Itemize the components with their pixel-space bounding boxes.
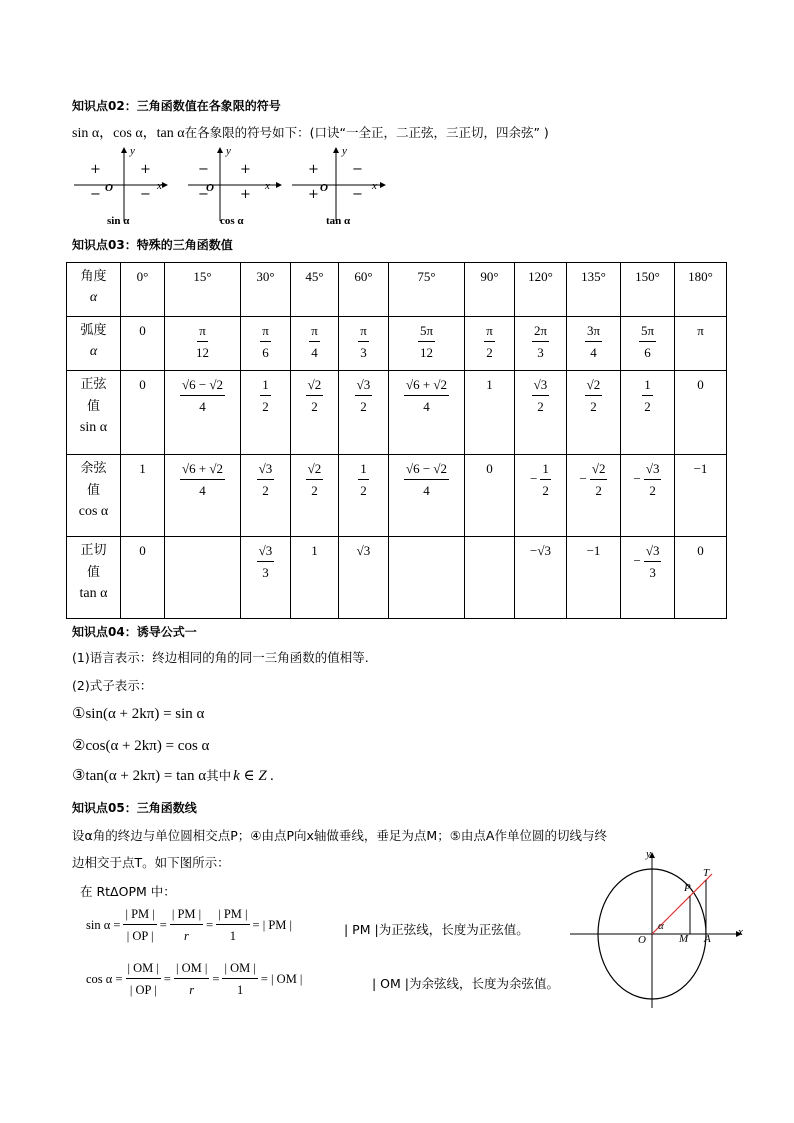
tan-value-cell xyxy=(675,537,727,619)
fig-x-label: x xyxy=(738,926,743,938)
numerator: √3 xyxy=(644,461,662,480)
cos-value-cell xyxy=(165,455,241,537)
fraction xyxy=(404,377,449,416)
numerator: 1 xyxy=(260,377,271,396)
row-label-angle xyxy=(67,263,121,317)
fraction xyxy=(196,323,209,362)
label-line: 弧度 xyxy=(80,322,107,337)
denominator: 2 xyxy=(590,399,597,414)
fraction xyxy=(306,461,324,500)
numerator: | PM | xyxy=(216,906,249,925)
sin-fraction-2 xyxy=(170,906,203,945)
fraction xyxy=(540,461,551,500)
numerator: √3 xyxy=(355,377,373,396)
sin-value-cell xyxy=(515,371,567,455)
fig-o-label: O xyxy=(638,934,646,946)
cos-value-cell xyxy=(389,455,465,537)
tan-value-cell xyxy=(339,537,389,619)
label-line: 值 xyxy=(86,398,100,413)
denominator: 12 xyxy=(419,345,433,360)
cos-origin-label: O xyxy=(206,182,214,194)
tan-caption: tan α xyxy=(326,215,351,227)
fraction xyxy=(590,461,608,500)
sin-line-note: | PM |为正弦线，长度为正弦值。 xyxy=(344,922,529,937)
tan-value-cell xyxy=(567,537,621,619)
sin-origin-label: O xyxy=(105,182,113,194)
denominator: 2 xyxy=(537,399,544,414)
numerator: √6 − √2 xyxy=(404,461,449,480)
numerator: | PM | xyxy=(170,906,203,925)
cos-value-cell xyxy=(621,455,675,537)
numerator: π xyxy=(309,323,320,342)
radian-value-cell xyxy=(465,317,515,371)
fraction xyxy=(644,461,662,500)
angle-cell: 120° xyxy=(515,263,567,317)
sin-x-label: x xyxy=(157,180,162,192)
diagram-sin xyxy=(74,147,168,221)
numerator: √2 xyxy=(585,377,603,396)
denominator: 2 xyxy=(644,399,651,414)
tan-value-cell xyxy=(515,537,567,619)
radian-value-cell xyxy=(241,317,291,371)
cos-y-label: y xyxy=(226,145,231,157)
section-heading-02: 知识点02：三角函数值在各象限的符号 xyxy=(72,99,281,113)
label-line: tan α xyxy=(79,586,108,601)
denominator: | OP | xyxy=(126,929,154,943)
numerator: √6 − √2 xyxy=(180,377,225,396)
numerator: 1 xyxy=(642,377,653,396)
cos-caption: cos α xyxy=(220,215,244,227)
tan-value-cell xyxy=(465,537,515,619)
sin-value-cell xyxy=(121,371,165,455)
tan-formula: ③tan(α + 2kπ) = tan α xyxy=(72,768,207,784)
label-line: 余弦 xyxy=(80,460,107,475)
fraction xyxy=(257,543,275,582)
denominator: 2 xyxy=(262,483,269,498)
numerator: 2π xyxy=(532,323,549,342)
tan-value-cell xyxy=(389,537,465,619)
denominator: 2 xyxy=(311,483,318,498)
cos-fraction-1 xyxy=(126,960,161,999)
label-line: 值 xyxy=(86,564,100,579)
equals: = xyxy=(206,918,214,932)
numerator: √3 xyxy=(257,461,275,480)
cos-fraction-2 xyxy=(174,960,209,999)
sin-q2-sign: + xyxy=(90,162,101,177)
numerator: π xyxy=(197,323,208,342)
radian-value-cell xyxy=(515,317,567,371)
minus-sign: − xyxy=(633,553,641,569)
tan-x-label: x xyxy=(372,180,377,192)
cos-q4-sign: + xyxy=(240,187,251,202)
cos-lhs: cos α = xyxy=(86,972,123,986)
where-text: 其中 xyxy=(206,768,232,783)
denominator: 12 xyxy=(196,345,209,360)
numerator: √2 xyxy=(306,461,324,480)
sin-value-cell xyxy=(621,371,675,455)
row-label-radian xyxy=(67,317,121,371)
sin-q3-sign: − xyxy=(90,187,101,202)
cos-definition xyxy=(86,960,302,999)
angle-cell: 180° xyxy=(675,263,727,317)
equals: = xyxy=(212,972,220,986)
identity-formula-cos: ②cos(α + 2kπ) = cos α xyxy=(72,738,210,754)
angle-cell: 30° xyxy=(241,263,291,317)
fraction xyxy=(306,377,324,416)
identity-formula-tan xyxy=(72,766,274,785)
tan-value-cell xyxy=(291,537,339,619)
cos-value-cell xyxy=(339,455,389,537)
sin-value-cell xyxy=(465,371,515,455)
tan-q2-sign: + xyxy=(308,162,319,177)
unit-circle-figure xyxy=(566,848,746,1010)
tan-y-label: y xyxy=(342,145,347,157)
label-line: 值 xyxy=(86,482,100,497)
tan-value-cell xyxy=(121,537,165,619)
numerator: π xyxy=(484,323,495,342)
denominator: 4 xyxy=(199,483,206,498)
fraction xyxy=(404,461,449,500)
k-in-z: k ∈ Z . xyxy=(233,768,275,784)
quadrant-sign-diagrams xyxy=(70,143,400,233)
cell-value: 0 xyxy=(139,543,146,558)
angle-cell: 90° xyxy=(465,263,515,317)
denominator: 3 xyxy=(262,565,269,580)
denominator: 3 xyxy=(537,345,544,360)
angle-cell: 0° xyxy=(121,263,165,317)
tan-value-cell xyxy=(241,537,291,619)
cell-value: 1 xyxy=(139,461,146,476)
minus-sign: − xyxy=(530,471,538,487)
numerator: | PM | xyxy=(123,906,156,925)
sin-fraction-1 xyxy=(123,906,156,945)
fraction xyxy=(358,323,369,362)
sin-caption: sin α xyxy=(107,215,130,227)
denominator: 2 xyxy=(649,483,656,498)
cell-value: √3 xyxy=(356,543,371,558)
tan-q4-sign: − xyxy=(352,187,363,202)
sin-value-cell xyxy=(389,371,465,455)
radian-value-cell xyxy=(567,317,621,371)
radian-value-cell xyxy=(389,317,465,371)
denominator: 4 xyxy=(423,399,430,414)
fig-m-label: M xyxy=(679,933,689,945)
fraction xyxy=(260,377,271,416)
numerator: √6 + √2 xyxy=(404,377,449,396)
denominator: 3 xyxy=(649,565,656,580)
sin-value-cell xyxy=(339,371,389,455)
cos-value-cell xyxy=(465,455,515,537)
label-line: sin α xyxy=(79,420,108,435)
angle-cell: 150° xyxy=(621,263,675,317)
in-right-triangle: 在 RtΔOPM 中： xyxy=(80,884,176,899)
label-line: 角度 xyxy=(80,268,107,283)
fraction xyxy=(309,323,320,362)
identity-formula-sin: ①sin(α + 2kπ) = sin α xyxy=(72,706,205,722)
denominator: 2 xyxy=(360,399,367,414)
sin-value-cell xyxy=(165,371,241,455)
minus-sign: − xyxy=(579,471,587,487)
angle-cell: 15° xyxy=(165,263,241,317)
denominator: 1 xyxy=(229,929,236,943)
numerator: π xyxy=(358,323,369,342)
radian-value-cell xyxy=(339,317,389,371)
denominator: 2 xyxy=(595,483,602,498)
cos-q1-sign: + xyxy=(240,162,251,177)
sin-fraction-3 xyxy=(216,906,249,945)
denominator: 3 xyxy=(360,345,367,360)
denominator: 6 xyxy=(644,345,651,360)
equals: = xyxy=(159,918,167,932)
cell-value: −1 xyxy=(693,461,708,476)
denominator: 4 xyxy=(311,345,318,360)
radian-value-cell xyxy=(621,317,675,371)
row-angle xyxy=(67,263,727,317)
fraction xyxy=(585,377,603,416)
fraction xyxy=(532,323,549,362)
sin-value-cell xyxy=(675,371,727,455)
cell-value: 0 xyxy=(697,543,704,558)
row-label-cos xyxy=(67,455,121,537)
numerator: | OM | xyxy=(126,960,161,979)
fraction xyxy=(355,377,373,416)
denominator: 2 xyxy=(311,399,318,414)
fraction xyxy=(484,323,495,362)
numerator: | OM | xyxy=(174,960,209,979)
radian-value-cell xyxy=(165,317,241,371)
fig-alpha-label: α xyxy=(658,920,664,932)
cell-value: 0 xyxy=(139,323,146,338)
cell-value: 1 xyxy=(486,377,493,392)
cell-value: −1 xyxy=(586,543,601,558)
fraction xyxy=(180,461,225,500)
numerator: √3 xyxy=(644,543,662,562)
sign-rule-intro xyxy=(72,122,549,142)
denominator: 2 xyxy=(486,345,493,360)
section-heading-03: 知识点03：特殊的三角函数值 xyxy=(72,238,233,252)
numerator: √3 xyxy=(532,377,550,396)
numerator: | OM | xyxy=(222,960,257,979)
cos-value-cell xyxy=(567,455,621,537)
sin-value-cell xyxy=(241,371,291,455)
denominator: | OP | xyxy=(129,983,157,997)
sin-definition xyxy=(86,906,292,945)
denominator: 4 xyxy=(423,483,430,498)
equals: = xyxy=(163,972,171,986)
cell-value: 1 xyxy=(311,543,318,558)
numerator: √2 xyxy=(590,461,608,480)
numerator: π xyxy=(260,323,271,342)
radian-value-cell xyxy=(291,317,339,371)
tan-q1-sign: − xyxy=(352,162,363,177)
sin-value-cell xyxy=(291,371,339,455)
sin-q1-sign: + xyxy=(140,162,151,177)
cell-value: 0 xyxy=(486,461,493,476)
label-line: cos α xyxy=(78,504,109,519)
special-values-table xyxy=(66,262,727,619)
row-label-tan xyxy=(67,537,121,619)
cell-value: −√3 xyxy=(530,543,551,558)
trig-line-intro-1: 设α角的终边与单位圆相交点P；④由点P向x轴做垂线，垂足为点M；⑤由点A作单位圆的切线与终 xyxy=(72,828,607,843)
numerator: 5π xyxy=(418,323,435,342)
numerator: 1 xyxy=(540,461,551,480)
denominator: 2 xyxy=(262,399,269,414)
denominator: 4 xyxy=(590,345,597,360)
fraction xyxy=(257,461,275,500)
identity-verbal: (1)语言表示：终边相同的角的同一三角函数的值相等. xyxy=(72,650,369,665)
identity-formula-label: (2)式子表示： xyxy=(72,678,153,693)
denominator: 4 xyxy=(199,399,206,414)
sin-y-label: y xyxy=(130,145,135,157)
unit-circle-svg xyxy=(566,848,746,1010)
denominator: r xyxy=(184,929,189,943)
row-cos xyxy=(67,455,727,537)
cos-value-cell xyxy=(121,455,165,537)
section-heading-04: 知识点04：诱导公式一 xyxy=(72,625,197,639)
sin-q4-sign: − xyxy=(140,187,151,202)
cos-q3-sign: − xyxy=(198,187,209,202)
fig-p-label: P xyxy=(684,882,691,894)
tan-value-cell xyxy=(621,537,675,619)
cos-q2-sign: − xyxy=(198,162,209,177)
angle-cell: 60° xyxy=(339,263,389,317)
fraction xyxy=(639,323,656,362)
label-line: 正弦 xyxy=(80,376,107,391)
fig-t-label: T xyxy=(703,867,710,879)
fraction xyxy=(358,461,369,500)
cos-value-cell xyxy=(241,455,291,537)
numerator: √3 xyxy=(257,543,275,562)
cos-value-cell xyxy=(515,455,567,537)
intro-text: 在各象限的符号如下：(口诀“一全正，二正弦，三正切，四余弦” ) xyxy=(184,125,549,140)
numerator: 5π xyxy=(639,323,656,342)
fraction xyxy=(260,323,271,362)
denominator: 6 xyxy=(262,345,269,360)
section-heading-05: 知识点05：三角函数线 xyxy=(72,801,197,815)
cos-line-note: | OM |为余弦线，长度为余弦值。 xyxy=(372,976,559,991)
fraction xyxy=(532,377,550,416)
cos-rhs: = | OM | xyxy=(260,972,303,986)
label-line: α xyxy=(89,290,98,305)
cos-fraction-3 xyxy=(222,960,257,999)
row-radian xyxy=(67,317,727,371)
label-line: 正切 xyxy=(80,542,107,557)
trig-line-intro-2: 边相交于点T。如下图所示： xyxy=(72,855,230,870)
denominator: 2 xyxy=(542,483,549,498)
radian-value-cell xyxy=(675,317,727,371)
cos-x-label: x xyxy=(265,180,270,192)
angle-cell: 75° xyxy=(389,263,465,317)
numerator: √6 + √2 xyxy=(180,461,225,480)
sin-rhs: = | PM | xyxy=(252,918,293,932)
cos-value-cell xyxy=(675,455,727,537)
denominator: 1 xyxy=(237,983,244,997)
fraction xyxy=(642,377,653,416)
cos-value-cell xyxy=(291,455,339,537)
tan-q3-sign: + xyxy=(308,187,319,202)
cell-value: 0 xyxy=(139,377,146,392)
fig-a-label: A xyxy=(704,933,711,945)
tan-origin-label: O xyxy=(320,182,328,194)
angle-cell: 135° xyxy=(567,263,621,317)
numerator: √2 xyxy=(306,377,324,396)
angle-cell: 45° xyxy=(291,263,339,317)
minus-sign: − xyxy=(633,471,641,487)
label-line: α xyxy=(89,344,98,359)
radian-value-cell xyxy=(121,317,165,371)
fraction xyxy=(418,323,435,362)
fraction xyxy=(585,323,602,362)
numerator: 3π xyxy=(585,323,602,342)
sin-value-cell xyxy=(567,371,621,455)
cell-value: π xyxy=(697,323,704,338)
sin-lhs: sin α = xyxy=(86,918,121,932)
fig-y-label: y xyxy=(646,848,651,860)
row-sin xyxy=(67,371,727,455)
numerator: 1 xyxy=(358,461,369,480)
fraction xyxy=(180,377,225,416)
row-tan xyxy=(67,537,727,619)
row-label-sin xyxy=(67,371,121,455)
denominator: 2 xyxy=(360,483,367,498)
cell-value: 0 xyxy=(697,377,704,392)
tan-value-cell xyxy=(165,537,241,619)
denominator: r xyxy=(189,983,195,997)
intro-functions: sin α，cos α，tan α xyxy=(72,126,185,141)
fraction xyxy=(644,543,662,582)
